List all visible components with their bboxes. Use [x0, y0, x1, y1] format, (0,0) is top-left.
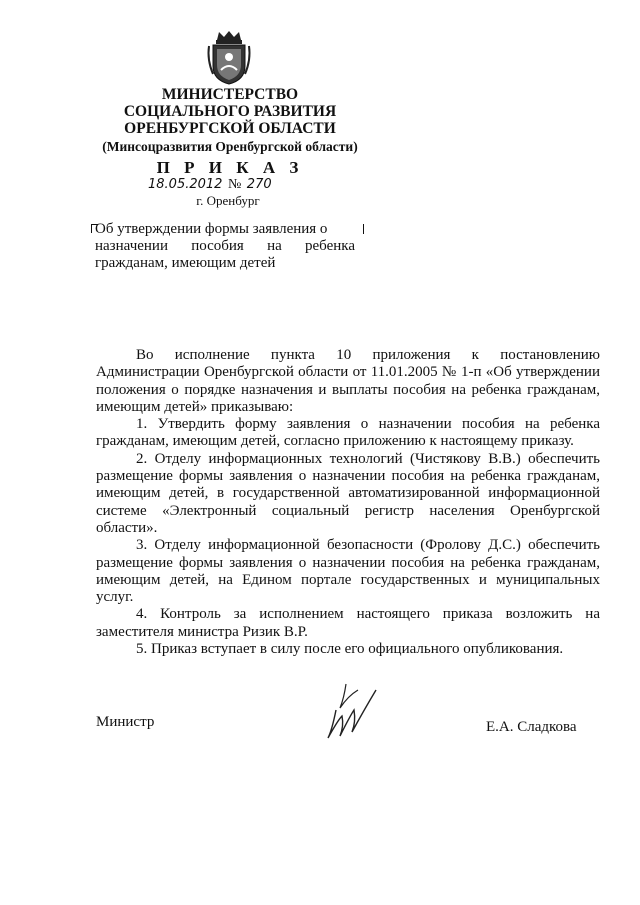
order-item-4: 4. Контроль за исполнением настоящего приказа возложить на заместителя министра Ризик В.Р.	[96, 606, 600, 640]
org-name-line-2: СОЦИАЛЬНОГО РАЗВИТИЯ	[123, 103, 337, 120]
handwritten-signature	[318, 680, 384, 744]
order-body	[96, 347, 600, 658]
number-sign: №	[227, 177, 242, 192]
org-name-line-1: МИНИСТЕРСТВО	[161, 86, 299, 103]
coat-of-arms-icon	[205, 30, 253, 86]
order-item-5: 5. Приказ вступает в силу после его официального опубликования.	[136, 641, 564, 658]
org-name-line-3: ОРЕНБУРГСКОЙ ОБЛАСТИ	[124, 120, 336, 137]
subject-bracket-right	[363, 224, 364, 234]
order-subject	[95, 221, 355, 272]
signatory-role: Министр	[96, 714, 155, 730]
body-intro: Во исполнение пункта 10 приложения к постановлению Администрации Оренбургской области от 11.01.2005 № 1-п «Об утверждении положения о порядке назначения и выплаты пособия на ребенка гражданам, имеющим детей» приказываю:	[96, 347, 600, 415]
order-number: 270	[246, 177, 272, 192]
signatory-name: Е.А. Сладкова	[486, 719, 577, 735]
order-item-2: 2. Отделу информационных технологий (Чистякову В.В.) обеспечить размещение формы заявления о назначении пособия на ребенка гражданам, имеющим детей, в государственной автоматизированной информационной системе «Электронный социальный регистр населения Оренбургской области».	[96, 450, 600, 536]
subject-line-3: гражданам, имеющим детей	[95, 255, 276, 271]
order-date-number	[148, 176, 288, 194]
ministry-header	[80, 86, 380, 156]
order-item-3: 3. Отделу информационной безопасности (Фролову Д.С.) обеспечить размещение формы заявления о назначении пособия на ребенка гражданам, имеющим детей, на Едином портале государственных и муниципальных услуг.	[96, 537, 600, 606]
subject-line-1: Об утверждении формы заявления о	[95, 221, 328, 237]
document-type-title: П Р И К А З	[156, 158, 304, 177]
order-item-1: 1. Утвердить форму заявления о назначении пособия на ребенка гражданам, имеющим детей, согласно приложению к настоящему приказу.	[96, 416, 600, 450]
subject-line-2: назначении пособия на ребенка	[95, 238, 355, 254]
order-date: 18.05.2012	[148, 177, 223, 192]
order-city: г. Оренбург	[196, 193, 260, 208]
org-short-name: (Минсоцразвития Оренбургской области)	[102, 139, 358, 154]
